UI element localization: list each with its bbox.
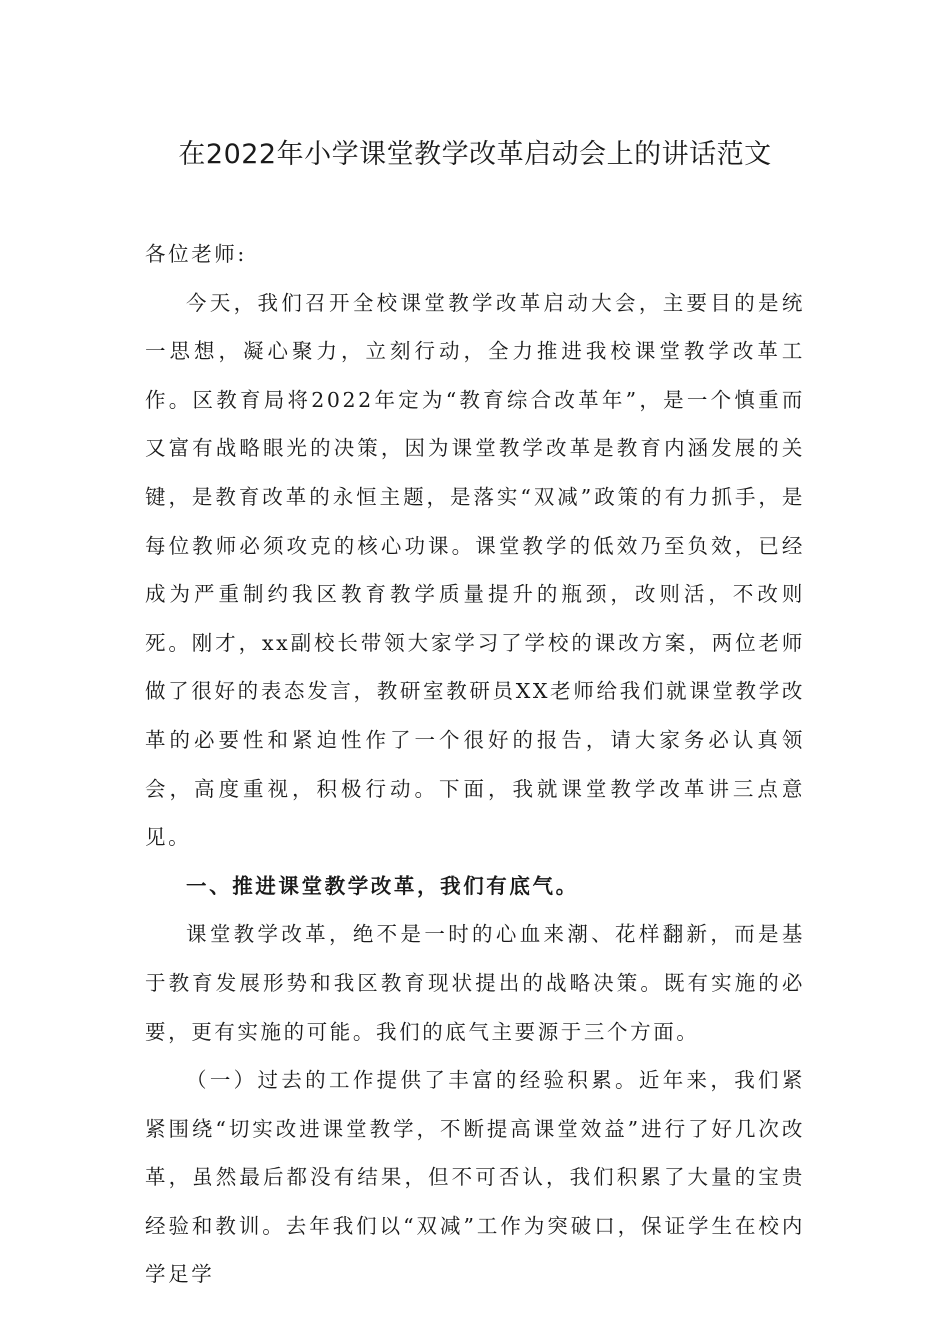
section-paragraph: 课堂教学改革，绝不是一时的心血来潮、花样翻新，而是基于教育发展形势和我区教育现状提出的战略决策。既有实施的必要，更有实施的可能。我们的底气主要源于三个方面。	[145, 922, 805, 1044]
salutation: 各位老师:	[145, 242, 247, 266]
section-heading: 一、推进课堂教学改革，我们有底气。	[186, 873, 579, 898]
body-paragraph: 今天，我们召开全校课堂教学改革启动大会，主要目的是统一思想，凝心聚力，立刻行动，全力推进我校课堂教学改革工作。区教育局将2022年定为“教育综合改革年”，是一个慎重而又富有战略眼光的决策，因为课堂教学改革是教育内涵发展的关键，是教育改革的永恒主题，是落实“双减”政策的有力抓手，是每位教师必须攻克的核心功课。课堂教学的低效乃至负效，已经成为严重制约我区教育教学质量提升的瓶颈，改则活，不改则死。刚才，xx副校长带领大家学习了学校的课改方案，两位老师做了很好的表态发言，教研室教研员XX老师给我们就课堂教学改革的必要性和紧迫性作了一个很好的报告，请大家务必认真领会，高度重视，积极行动。下面，我就课堂教学改革讲三点意见。	[145, 290, 805, 850]
section-paragraph: （一）过去的工作提供了丰富的经验积累。近年来，我们紧紧围绕“切实改进课堂教学，不断提高课堂效益”进行了好几次改革，虽然最后都没有结果，但不可否认，我们积累了大量的宝贵经验和教训。去年我们以“双减”工作为突破口，保证学生在校内学足学	[145, 1068, 805, 1287]
document-title: 在2022年小学课堂教学改革启动会上的讲话范文	[178, 139, 772, 170]
document-body	[145, 230, 805, 1299]
